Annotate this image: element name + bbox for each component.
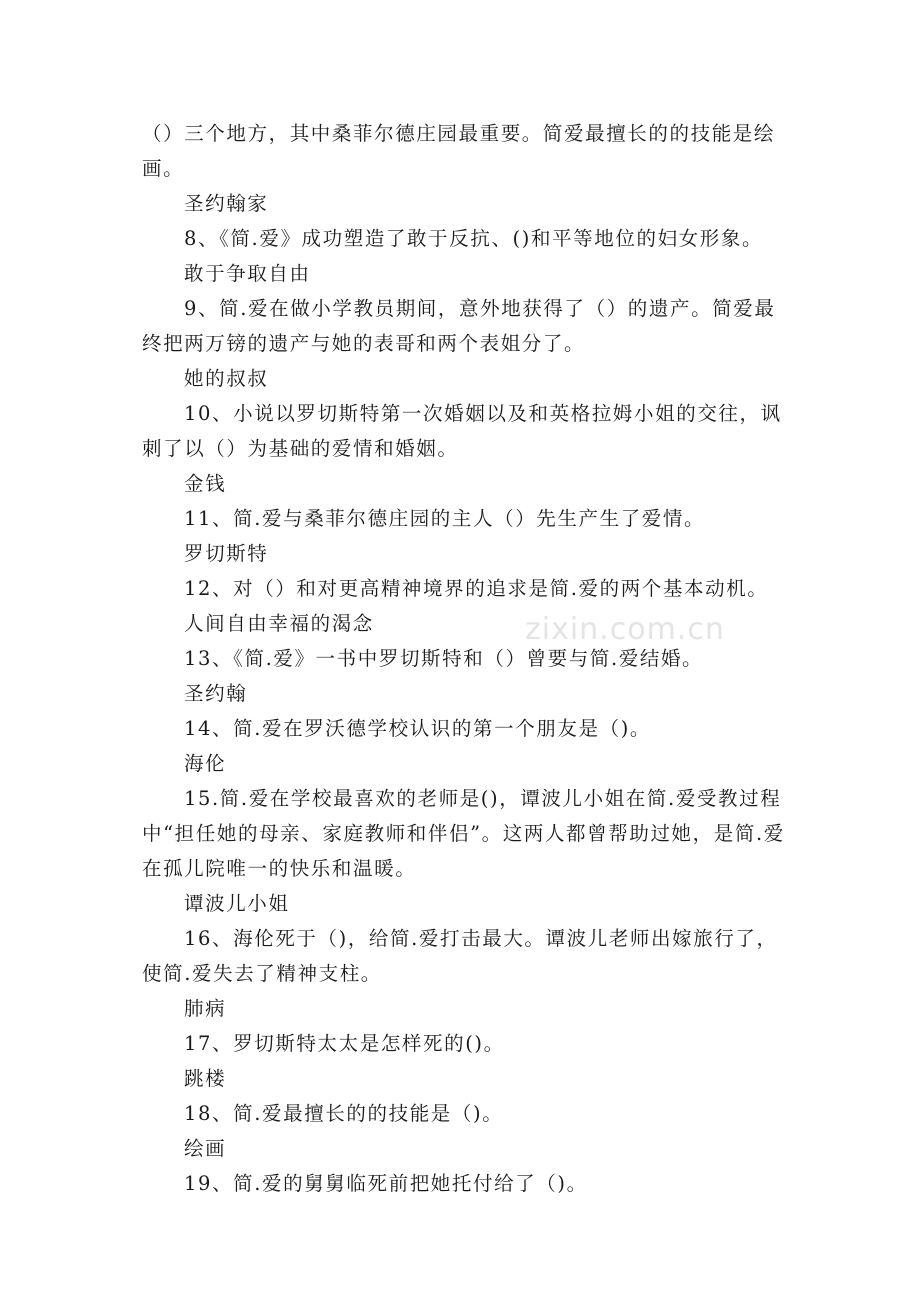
question-15: 15.简.爱在学校最喜欢的老师是()，谭波儿小姐在简.爱受教过程中“担任她的母亲、家庭教师和伴侣”。这两人都曾帮助过她，是简.爱在孤儿院唯一的快乐和温暖。	[142, 787, 785, 880]
answer-12: 人间自由幸福的渴念	[184, 612, 374, 635]
question-17: 17、罗切斯特太太是怎样死的()。	[184, 1032, 505, 1055]
answer-paragraph: 圣约翰家	[184, 192, 269, 215]
answer-17: 跳楼	[184, 1067, 227, 1090]
answer-16: 肺病	[184, 997, 227, 1020]
answer-11: 罗切斯特	[184, 542, 269, 565]
answer-9: 她的叔叔	[184, 367, 269, 390]
question-8: 8、《简.爱》成功塑造了敢于反抗、()和平等地位的妇女形象。	[184, 227, 764, 250]
question-10: 10、小说以罗切斯特第一次婚姻以及和英格拉姆小姐的交往，讽刺了以（）为基础的爱情和婚姻。	[142, 402, 782, 460]
answer-14: 海伦	[184, 752, 227, 775]
question-11: 11、简.爱与桑菲尔德庄园的主人（）先生产生了爱情。	[184, 507, 706, 530]
question-16: 16、海伦死于（)，给简.爱打击最大。谭波儿老师出嫁旅行了，使简.爱失去了精神支柱。	[142, 927, 778, 985]
question-14: 14、简.爱在罗沃德学校认识的第一个朋友是（)。	[184, 717, 652, 740]
answer-10: 金钱	[184, 472, 227, 495]
answer-15: 谭波儿小姐	[184, 892, 290, 915]
question-12: 12、对（）和对更高精神境界的追求是简.爱的两个基本动机。	[184, 577, 769, 600]
question-13: 13、《简.爱》一书中罗切斯特和（）曾要与简.爱结婚。	[184, 647, 704, 670]
answer-8: 敢于争取自由	[184, 262, 311, 285]
answer-13: 圣约翰	[184, 682, 248, 705]
answer-18: 绘画	[184, 1137, 227, 1160]
question-9: 9、简.爱在做小学教员期间，意外地获得了（）的遗产。简爱最终把两万镑的遗产与她的表哥和两个表姐分了。	[142, 297, 776, 355]
question-19: 19、简.爱的舅舅临死前把她托付给了（)。	[184, 1172, 588, 1195]
document-body	[142, 116, 790, 1201]
question-18: 18、简.爱最擅长的的技能是（)。	[184, 1102, 504, 1125]
paragraph-continuation: （）三个地方，其中桑菲尔德庄园最重要。简爱最擅长的的技能是绘画。	[142, 122, 776, 180]
watermark: zixin.com.cn	[525, 612, 725, 647]
